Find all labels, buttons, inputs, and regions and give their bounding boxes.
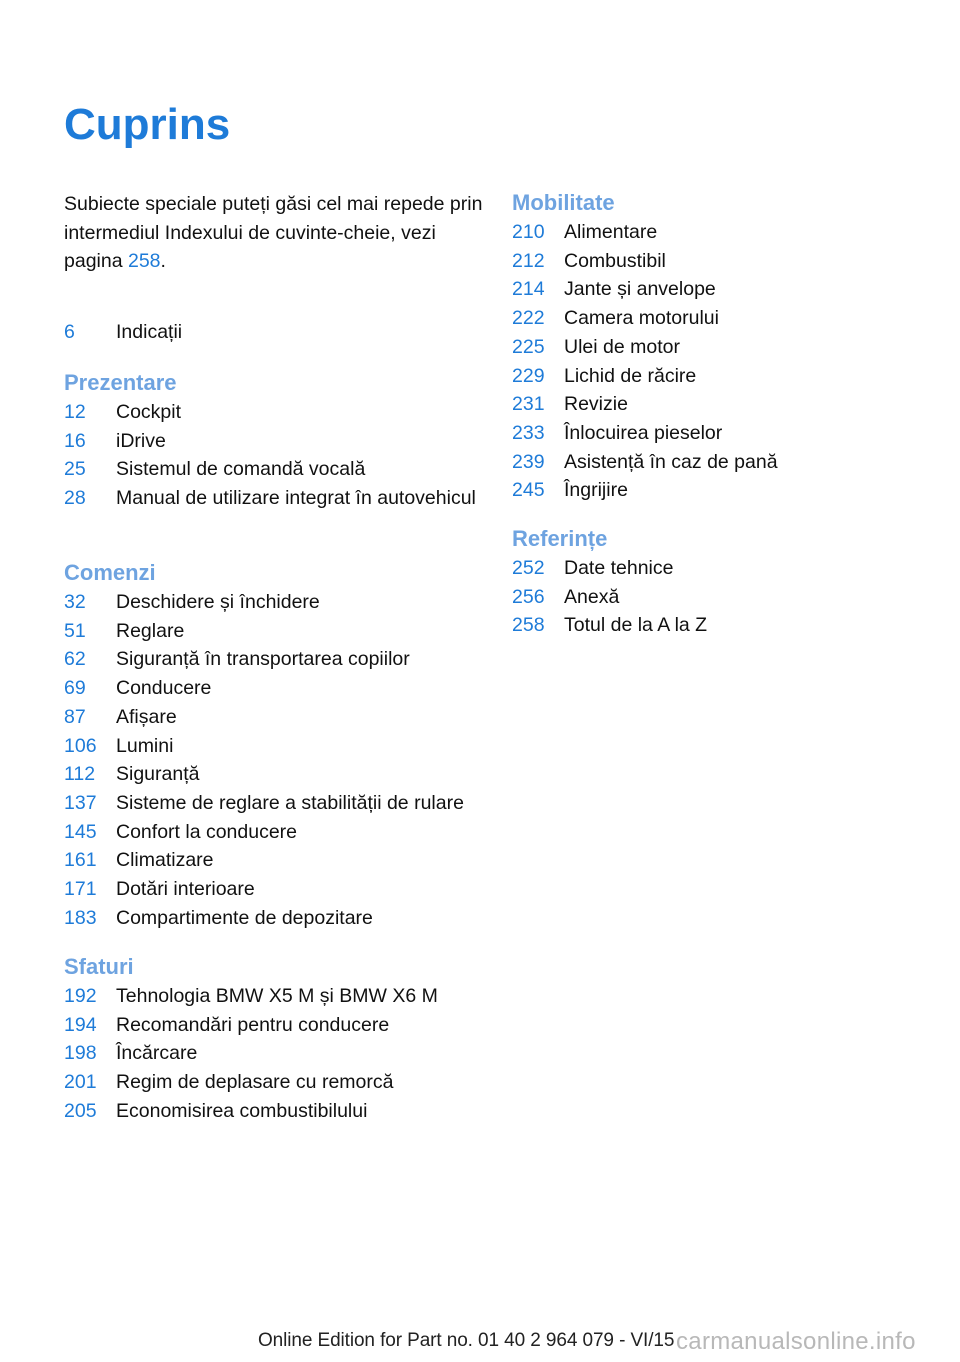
toc-page-number: 231 xyxy=(512,393,545,416)
toc-entry[interactable] xyxy=(64,1011,484,1040)
toc-page-number: 192 xyxy=(64,985,97,1007)
section-title: Sfaturi xyxy=(64,954,134,979)
toc-entry[interactable] xyxy=(64,1097,484,1126)
index-page-link[interactable]: 258 xyxy=(127,250,161,272)
toc-entry[interactable] xyxy=(64,398,484,427)
page-title: Cuprins xyxy=(64,100,231,149)
toc-entry[interactable] xyxy=(64,904,484,933)
toc-entry-label: Jante și anvelope xyxy=(564,278,716,301)
toc-entry-label: Conducere xyxy=(116,677,212,700)
toc-page-number: 62 xyxy=(64,648,86,671)
toc-page-number: 6 xyxy=(64,321,75,343)
toc-entry-label: Revizie xyxy=(564,393,628,416)
toc-entry-label: Compartimente de depozitare xyxy=(116,906,373,929)
toc-entry-label: Sistemul de comandă vocală xyxy=(116,458,366,481)
toc-entry-label: Dotări interioare xyxy=(116,878,255,901)
toc-entry-label: Indicații xyxy=(116,321,183,343)
toc-page-number: 258 xyxy=(512,614,545,637)
toc-page-number: 161 xyxy=(64,849,97,872)
toc-entry[interactable] xyxy=(512,554,912,583)
toc-entry[interactable] xyxy=(512,275,912,304)
toc-page-number: 12 xyxy=(64,401,86,423)
toc-page-number: 233 xyxy=(512,421,545,444)
toc-entry[interactable] xyxy=(512,448,912,477)
toc-entry[interactable] xyxy=(64,588,484,617)
toc-entry-label: Sisteme de reglare a stabilității de rulare xyxy=(116,791,464,814)
toc-page-number: 16 xyxy=(64,429,86,452)
toc-page-number: 198 xyxy=(64,1042,97,1065)
intro-paragraph xyxy=(64,190,484,276)
toc-entry[interactable] xyxy=(512,476,912,505)
toc-entry[interactable] xyxy=(64,760,484,789)
toc-entry-label: Alimentare xyxy=(564,221,658,243)
toc-entry-label: Climatizare xyxy=(116,849,214,872)
toc-page-number: 245 xyxy=(512,479,545,502)
toc-entry-label: Recomandări pentru conducere xyxy=(116,1013,390,1036)
toc-page-number: 106 xyxy=(64,734,97,757)
toc-page-number: 214 xyxy=(512,278,545,301)
footer-edition: Online Edition for Part no. 01 40 2 964 079 - VI/15 xyxy=(258,1330,675,1351)
toc-entry[interactable] xyxy=(64,875,484,904)
toc-page-number: 229 xyxy=(512,364,545,387)
toc-entry[interactable] xyxy=(64,982,484,1011)
toc-entry[interactable] xyxy=(512,390,912,419)
toc-entry-label: Date tehnice xyxy=(564,557,674,579)
section-title: Referințe xyxy=(512,526,608,551)
toc-entry-label: Încărcare xyxy=(116,1042,198,1065)
intro-text: Subiecte speciale puteți găsi cel mai repede prin intermediul Indexului de cuvinte-cheie, vezi pagina xyxy=(64,193,483,272)
toc-entry-label: Lichid de răcire xyxy=(564,364,697,387)
toc-entry-label: Totul de la A la Z xyxy=(564,614,708,637)
toc-standalone xyxy=(64,318,484,347)
toc-entry[interactable] xyxy=(64,318,484,347)
toc-entry[interactable] xyxy=(64,484,484,513)
toc-page-number: 222 xyxy=(512,307,545,330)
section-title: Mobilitate xyxy=(512,190,615,215)
toc-page-number: 205 xyxy=(64,1099,97,1122)
toc-page-number: 256 xyxy=(512,585,545,608)
toc-entry[interactable] xyxy=(512,419,912,448)
section-title: Prezentare xyxy=(64,370,177,395)
toc-entry-label: Siguranță xyxy=(116,763,200,786)
toc-entry-label: Manual de utilizare integrat în autovehicul xyxy=(116,487,476,510)
toc-page-number: 210 xyxy=(512,221,545,243)
toc-entry-label: Camera motorului xyxy=(564,307,719,330)
toc-entry-label: Îngrijire xyxy=(564,479,628,502)
toc-page-number: 28 xyxy=(64,487,86,510)
section-comenzi xyxy=(64,558,484,932)
toc-entry[interactable] xyxy=(512,304,912,333)
section-prezentare xyxy=(64,368,484,513)
section-referinte xyxy=(512,524,912,640)
toc-page-number: 87 xyxy=(64,705,86,728)
toc-entry[interactable] xyxy=(64,818,484,847)
toc-entry[interactable] xyxy=(64,732,484,761)
toc-entry[interactable] xyxy=(64,427,484,456)
toc-page-number: 171 xyxy=(64,878,97,901)
toc-entry-label: Combustibil xyxy=(564,249,666,272)
toc-page-number: 212 xyxy=(512,249,545,272)
toc-page-number: 183 xyxy=(64,906,97,929)
toc-entry-label: Lumini xyxy=(116,734,174,757)
toc-entry[interactable] xyxy=(64,789,484,818)
toc-entry-label: Deschidere și închidere xyxy=(116,591,320,613)
toc-entry-label: Economisirea combustibilului xyxy=(116,1099,368,1122)
toc-entry[interactable] xyxy=(64,645,484,674)
toc-entry[interactable] xyxy=(512,333,912,362)
toc-entry[interactable] xyxy=(64,455,484,484)
toc-page-number: 201 xyxy=(64,1071,97,1094)
toc-entry-label: iDrive xyxy=(116,429,166,452)
toc-entry-label: Reglare xyxy=(116,619,185,642)
toc-entry[interactable] xyxy=(64,1068,484,1097)
toc-entry[interactable] xyxy=(512,247,912,276)
toc-page-number: 51 xyxy=(64,619,86,642)
toc-entry-label: Ulei de motor xyxy=(564,335,680,358)
toc-entry[interactable] xyxy=(64,1039,484,1068)
toc-entry[interactable] xyxy=(512,362,912,391)
toc-entry[interactable] xyxy=(64,703,484,732)
toc-entry-label: Tehnologia BMW X5 M și BMW X6 M xyxy=(116,985,438,1007)
toc-entry-label: Regim de deplasare cu remorcă xyxy=(116,1071,394,1094)
toc-entry-label: Înlocuirea pieselor xyxy=(564,421,723,444)
toc-entry[interactable] xyxy=(512,583,912,612)
toc-page-number: 112 xyxy=(64,763,96,786)
section-title: Comenzi xyxy=(64,560,156,585)
toc-entry-label: Asistență în caz de pană xyxy=(564,450,778,473)
toc-entry[interactable] xyxy=(64,846,484,875)
toc-page-number: 194 xyxy=(64,1013,97,1036)
toc-entry[interactable] xyxy=(512,611,912,640)
watermark: carmanualsonline.info xyxy=(676,1328,916,1355)
toc-entry-label: Confort la conducere xyxy=(116,820,298,843)
toc-page-number: 225 xyxy=(512,335,545,358)
toc-entry-label: Afișare xyxy=(116,705,177,728)
toc-entry[interactable] xyxy=(64,674,484,703)
toc-entry-label: Cockpit xyxy=(116,401,182,423)
toc-entry-label: Siguranță în transportarea copiilor xyxy=(116,648,410,671)
toc-entry-label: Anexă xyxy=(564,585,620,608)
section-mobilitate xyxy=(512,188,912,505)
toc-page-number: 145 xyxy=(64,820,97,843)
toc-entry[interactable] xyxy=(512,218,912,247)
toc-page-number: 32 xyxy=(64,591,86,613)
section-sfaturi xyxy=(64,952,484,1126)
toc-page-number: 239 xyxy=(512,450,545,473)
toc-entry[interactable] xyxy=(64,617,484,646)
toc-page-number: 25 xyxy=(64,458,86,481)
intro-text-end: . xyxy=(160,250,166,272)
toc-page-number: 69 xyxy=(64,677,86,700)
toc-page-number: 137 xyxy=(64,791,97,814)
toc-page-number: 252 xyxy=(512,557,545,579)
